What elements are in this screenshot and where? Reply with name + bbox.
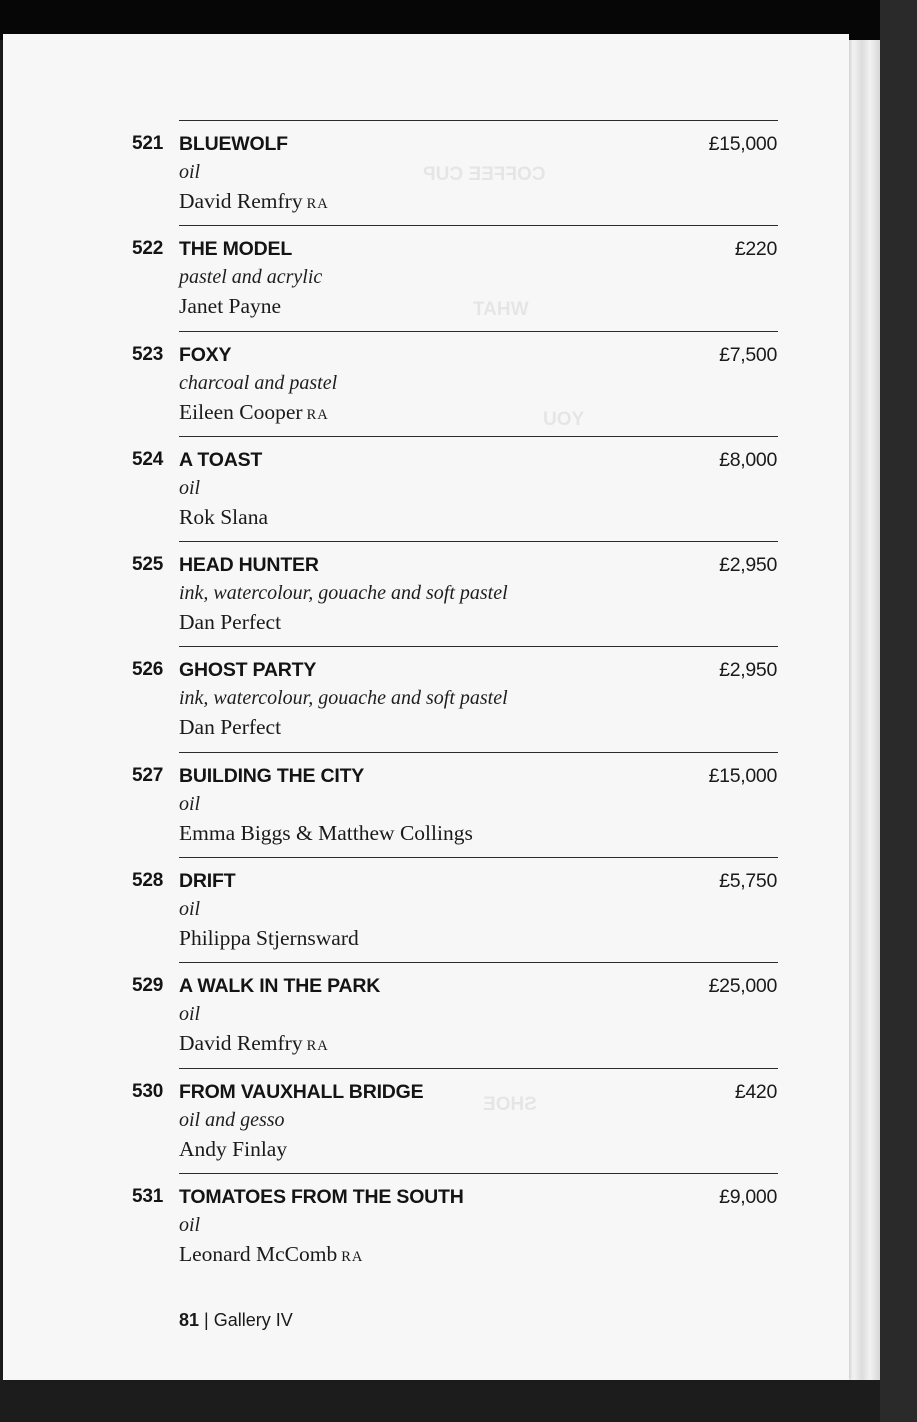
catalogue-entry — [3, 541, 849, 646]
entry-price: £2,950 — [719, 554, 777, 577]
section-name: Gallery IV — [213, 1310, 293, 1330]
entry-medium: ink, watercolour, gouache and soft pastel — [179, 582, 508, 605]
entry-rule — [179, 1068, 778, 1069]
catalogue-entry — [3, 120, 849, 225]
catalogue-list — [3, 120, 849, 1278]
entry-rule — [179, 331, 778, 332]
show-through-text: WHAT — [473, 299, 529, 320]
artist-suffix: RA — [306, 406, 329, 423]
artist-name: Dan Perfect — [179, 610, 282, 635]
entry-medium: oil and gesso — [179, 1108, 285, 1131]
entry-medium: oil — [179, 476, 201, 499]
entry-medium: pastel and acrylic — [179, 266, 323, 289]
artist-suffix: RA — [306, 196, 329, 212]
catalogue-entry — [3, 331, 849, 436]
entry-number: 521 — [132, 133, 164, 154]
entry-artist — [179, 1242, 363, 1267]
entry-rule — [179, 752, 778, 753]
entry-number: 531 — [132, 1185, 164, 1207]
catalogue-entry — [3, 646, 849, 751]
artist-name: Philippa Stjernsward — [179, 926, 359, 951]
entry-price: £25,000 — [708, 975, 777, 998]
entry-artist — [179, 610, 285, 635]
catalogue-entry — [3, 225, 849, 330]
catalogue-entry — [3, 1068, 849, 1173]
catalogue-entry — [3, 1173, 849, 1278]
entry-medium: oil — [179, 792, 201, 815]
artist-suffix: RA — [341, 1248, 364, 1265]
artist-name: David Remfry — [179, 189, 303, 213]
entry-medium: oil — [179, 1003, 201, 1026]
entry-rule — [179, 646, 778, 647]
artist-name: Janet Payne — [179, 294, 282, 319]
entry-title: THE MODEL — [179, 238, 293, 261]
entry-price: £15,000 — [708, 133, 777, 155]
artist-suffix: RA — [306, 1038, 329, 1055]
entry-number: 525 — [132, 554, 164, 576]
catalogue-entry — [3, 436, 849, 541]
entry-rule — [179, 541, 778, 542]
show-through-text: COFFEE CUP — [423, 164, 546, 185]
entry-medium: charcoal and pastel — [179, 371, 338, 394]
artist-name: Rok Slana — [179, 504, 268, 529]
entry-title: HEAD HUNTER — [179, 554, 319, 577]
entry-medium: oil — [179, 1213, 201, 1236]
catalogue-entry — [3, 962, 849, 1067]
entry-artist — [179, 189, 329, 214]
entry-number: 523 — [132, 343, 164, 365]
entry-rule — [179, 962, 778, 963]
entry-number: 528 — [132, 870, 164, 892]
entry-price: £5,750 — [719, 870, 777, 893]
entry-medium: oil — [179, 161, 201, 183]
artist-name: Eileen Cooper — [179, 399, 303, 424]
artist-name: David Remfry — [179, 1031, 303, 1056]
entry-artist — [179, 1137, 291, 1162]
entry-artist — [179, 821, 477, 846]
entry-number: 526 — [132, 659, 164, 681]
artist-name: Andy Finlay — [179, 1136, 288, 1161]
entry-rule — [179, 436, 778, 437]
entry-number: 522 — [132, 238, 164, 260]
entry-price: £15,000 — [708, 764, 777, 787]
footer-separator: | — [204, 1310, 209, 1330]
entry-title: A WALK IN THE PARK — [179, 975, 381, 998]
entry-price: £220 — [734, 238, 777, 261]
background-right — [880, 0, 917, 1422]
entry-medium: ink, watercolour, gouache and soft pastel — [179, 687, 508, 710]
entry-price: £420 — [734, 1080, 777, 1103]
entry-artist — [179, 294, 285, 319]
entry-number: 530 — [132, 1080, 164, 1102]
page-number: 81 — [179, 1310, 200, 1330]
entry-artist — [179, 505, 272, 530]
entry-rule — [179, 120, 778, 121]
entry-price: £9,000 — [719, 1185, 777, 1208]
entry-price: £8,000 — [719, 448, 777, 471]
catalogue-page — [3, 34, 849, 1380]
entry-artist — [179, 400, 329, 425]
entry-title: FROM VAUXHALL BRIDGE — [179, 1080, 424, 1103]
entry-artist — [179, 926, 363, 951]
entry-title: DRIFT — [179, 870, 236, 893]
entry-rule — [179, 225, 778, 226]
entry-price: £7,500 — [719, 343, 777, 366]
entry-artist — [179, 1031, 329, 1056]
page-footer — [179, 1310, 293, 1331]
artist-name: Leonard McComb — [179, 1241, 338, 1266]
entry-title: BUILDING THE CITY — [179, 764, 365, 787]
entry-title: A TOAST — [179, 448, 263, 471]
artist-name: Dan Perfect — [179, 715, 282, 740]
artist-name: Emma Biggs & Matthew Collings — [179, 820, 473, 845]
entry-number: 524 — [132, 448, 164, 470]
show-through-text: SHOE — [483, 1094, 537, 1115]
show-through-text: YOU — [543, 409, 585, 430]
entry-number: 529 — [132, 975, 164, 997]
entry-artist — [179, 715, 285, 740]
entry-title: BLUEWOLF — [179, 133, 288, 155]
entry-title: TOMATOES FROM THE SOUTH — [179, 1185, 464, 1208]
entry-title: GHOST PARTY — [179, 659, 317, 682]
entry-rule — [179, 1173, 778, 1174]
entry-rule — [179, 857, 778, 858]
entry-number: 527 — [132, 764, 164, 786]
entry-title: FOXY — [179, 343, 232, 366]
entry-price: £2,950 — [719, 659, 777, 682]
catalogue-entry — [3, 857, 849, 962]
entry-medium: oil — [179, 898, 201, 921]
catalogue-entry — [3, 752, 849, 857]
